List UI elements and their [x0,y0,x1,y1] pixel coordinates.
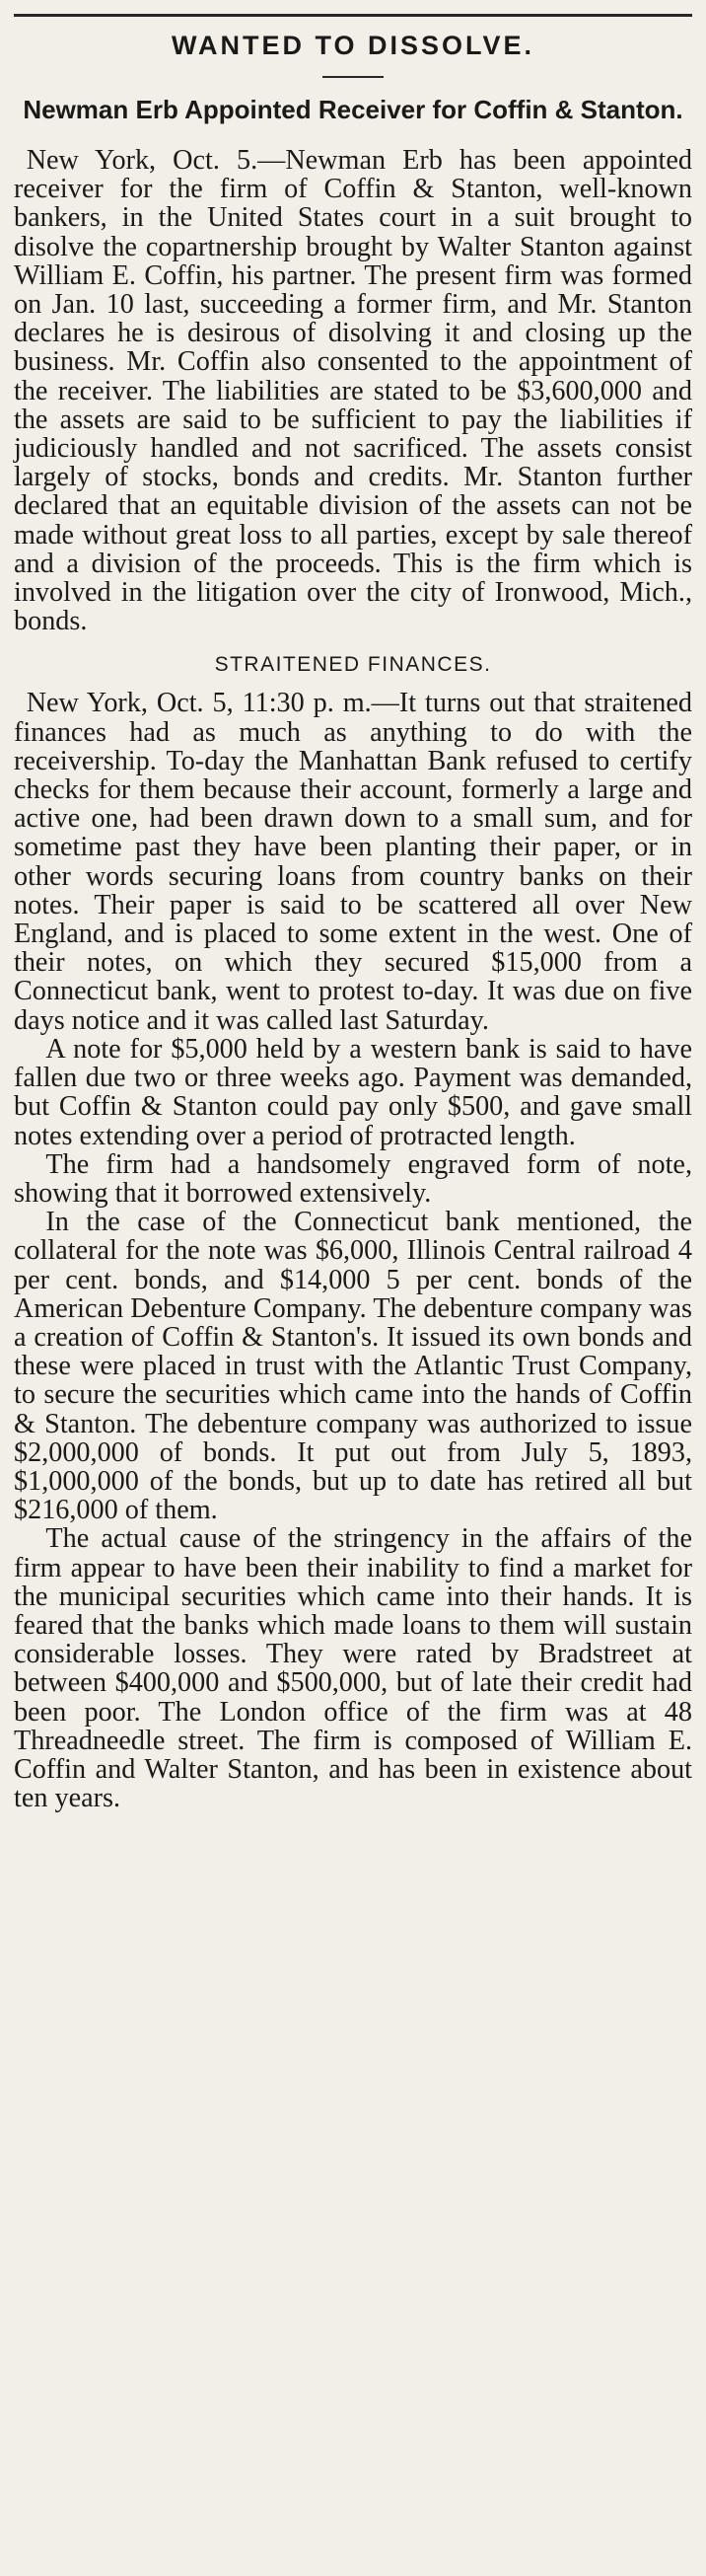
paragraph: In the case of the Connecticut bank mentioned, the collateral for the note was $6,000, Illinois Central railroad 4 per cent. bonds, and $14,000 5 per cent. bonds of the American Debenture Company. The debenture company was a creation of Coffin & Stanton's. It issued its own bonds and these were placed in trust with the Atlantic Trust Company, to secure the securities which came into the hands of Coffin & Stanton. The debenture company was authorized to issue $2,000,000 of bonds. It put out from July 5, 1893, $1,000,000 of the bonds, but up to date has retired all but $216,000 of them. [14,1207,692,1526]
subheadline: Newman Erb Appointed Receiver for Coffin & Stanton. [23,95,683,124]
headline-divider [322,76,384,78]
paragraph: The actual cause of the stringency in the affairs of the firm appear to have been their inability to find a market for the municipal securities which came into their hands. It is feared that the banks which made loans to them will sustain considerable losses. They were rated by Bradstreet at between $400,000 and $500,000, but of late their credit had been poor. The London office of the firm was at 48 Threadneedle street. The firm is composed of William E. Coffin and Walter Stanton, and has been in existence about ten years. [14,1523,692,1814]
top-rule [14,14,692,17]
article-body [14,146,692,1812]
paragraph: New York, Oct. 5, 11:30 p. m.—It turns out that straitened finances had as much as anything to do with the receivership. To-day the Manhattan Bank refused to certify checks for them because their account, formerly a large and active one, had been drawn down to a small sum, and for sometime past they have been planting their paper, or in other words securing loans from country banks on their notes. Their paper is said to be scattered all over New England, and is placed to some extent in the west. One of their notes, on which they secured $15,000 from a Connecticut bank, went to protest to-day. It was due on five days notice and it was called last Saturday. [14,688,692,1036]
headline: WANTED TO DISSOLVE. [171,31,535,60]
paragraph: New York, Oct. 5.—Newman Erb has been appointed receiver for the firm of Coffin & Stanton, well-known bankers, in the United States court in a suit brought to disolve the copartnership brought by Walter Stanton against William E. Coffin, his partner. The present firm was formed on Jan. 10 last, succeeding a former firm, and Mr. Stanton declares he is desirous of disolving it and closing up the business. Mr. Coffin also consented to the appointment of the receiver. The liabilities are stated to be $3,600,000 and the assets are said to be sufficient to pay the liabilities if judiciously handled and not sacrificed. The assets consist largely of stocks, bonds and credits. Mr. Stanton further declared that an equitable division of the assets can not be made without great loss to all parties, except by sale thereof and a division of the proceeds. This is the firm which is involved in the litigation over the city of Ironwood, Mich., bonds. [14,145,692,637]
paragraph: The firm had a handsomely engraved form of note, showing that it borrowed extensively. [14,1148,692,1209]
section-heading: STRAITENED FINANCES. [214,653,492,677]
paragraph: A note for $5,000 held by a western bank is said to have fallen due two or three weeks ago. Payment was demanded, but Coffin & Stanton could pay only $500, and gave small notes extending over a period of protracted length. [14,1033,692,1151]
